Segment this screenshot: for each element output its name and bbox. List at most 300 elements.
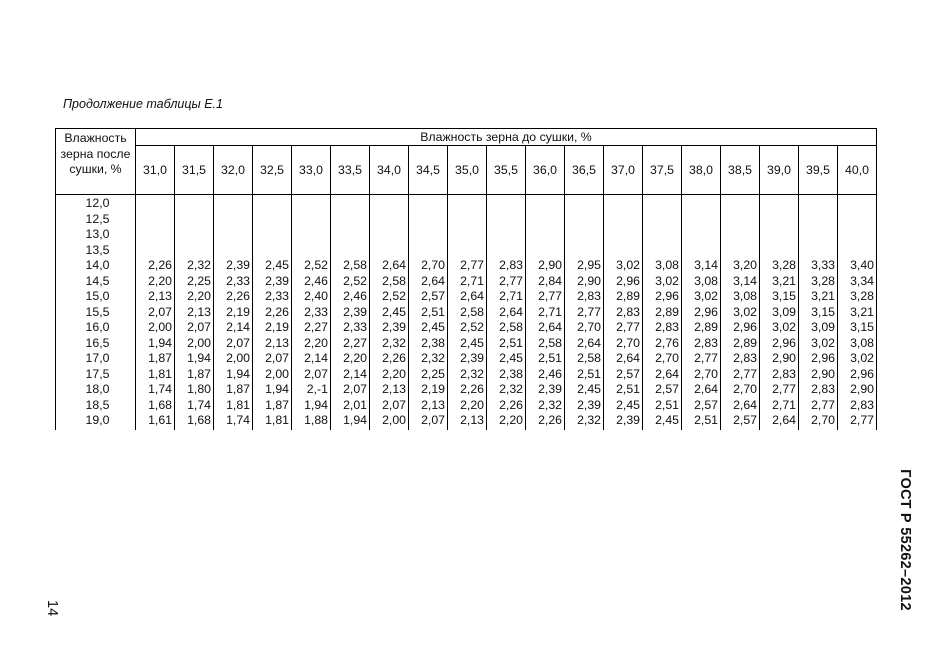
column-header: 31,5 xyxy=(175,146,214,195)
column-header: 36,0 xyxy=(526,146,565,195)
table-cell xyxy=(175,195,214,212)
column-header: 33,0 xyxy=(292,146,331,195)
table-cell: 2,96 xyxy=(643,289,682,305)
table-cell: 2,07 xyxy=(253,351,292,367)
table-cell: 2,83 xyxy=(721,351,760,367)
table-cell: 2,39 xyxy=(253,274,292,290)
table-cell: 2,58 xyxy=(331,258,370,274)
table-cell: 3,21 xyxy=(760,274,799,290)
table-cell xyxy=(565,227,604,243)
table-row xyxy=(56,367,877,383)
table-cell: 2,77 xyxy=(760,382,799,398)
table-cell: 3,09 xyxy=(760,305,799,321)
column-header: 36,5 xyxy=(565,146,604,195)
table-cell: 2,90 xyxy=(526,258,565,274)
table-cell xyxy=(838,212,877,228)
table-cell xyxy=(487,227,526,243)
row-label: 17,0 xyxy=(56,351,136,367)
table-cell: 1,94 xyxy=(136,336,175,352)
table-cell: 2,27 xyxy=(331,336,370,352)
table-cell xyxy=(565,212,604,228)
table-cell: 2,57 xyxy=(604,367,643,383)
row-label: 14,0 xyxy=(56,258,136,274)
column-header: 38,5 xyxy=(721,146,760,195)
table-cell: 2,77 xyxy=(682,351,721,367)
table-cell xyxy=(526,227,565,243)
table-cell: 2,52 xyxy=(448,320,487,336)
table-cell: 2,26 xyxy=(253,305,292,321)
row-label: 12,5 xyxy=(56,212,136,228)
table-cell xyxy=(370,195,409,212)
table-cell xyxy=(838,243,877,259)
table-row xyxy=(56,227,877,243)
table-cell xyxy=(838,227,877,243)
table-cell xyxy=(331,212,370,228)
table-cell: 3,40 xyxy=(838,258,877,274)
table-cell: 2,64 xyxy=(721,398,760,414)
table-cell xyxy=(331,195,370,212)
table-cell xyxy=(799,195,838,212)
drying-table xyxy=(55,128,877,430)
table-cell xyxy=(643,227,682,243)
row-label: 16,0 xyxy=(56,320,136,336)
table-cell: 2,14 xyxy=(214,320,253,336)
table-row xyxy=(56,351,877,367)
column-header: 34,0 xyxy=(370,146,409,195)
table-cell: 2,20 xyxy=(331,351,370,367)
table-cell xyxy=(799,227,838,243)
table-cell: 2,90 xyxy=(760,351,799,367)
column-header: 37,0 xyxy=(604,146,643,195)
table-cell: 2,13 xyxy=(370,382,409,398)
table-cell xyxy=(292,227,331,243)
table-cell xyxy=(838,195,877,212)
table-cell xyxy=(721,243,760,259)
table-cell xyxy=(526,243,565,259)
table-cell xyxy=(370,227,409,243)
row-label: 19,0 xyxy=(56,413,136,430)
table-row xyxy=(56,289,877,305)
table-cell xyxy=(409,243,448,259)
table-cell: 2,00 xyxy=(253,367,292,383)
table-cell: 2,51 xyxy=(604,382,643,398)
table-cell: 3,20 xyxy=(721,258,760,274)
table-cell xyxy=(721,227,760,243)
table-cell xyxy=(214,212,253,228)
table-cell: 2,07 xyxy=(214,336,253,352)
table-cell: 3,02 xyxy=(604,258,643,274)
table-cell: 2,51 xyxy=(526,351,565,367)
table-cell xyxy=(643,243,682,259)
table-cell xyxy=(253,212,292,228)
column-header: 35,0 xyxy=(448,146,487,195)
table-cell xyxy=(214,243,253,259)
table-row xyxy=(56,413,877,430)
table-cell: 2,20 xyxy=(487,413,526,430)
table-cell: 2,39 xyxy=(214,258,253,274)
table-cell: 3,28 xyxy=(760,258,799,274)
table-cell xyxy=(604,195,643,212)
table-cell: 2,77 xyxy=(604,320,643,336)
column-header: 40,0 xyxy=(838,146,877,195)
table-cell xyxy=(487,195,526,212)
row-label: 15,0 xyxy=(56,289,136,305)
table-cell: 2,26 xyxy=(214,289,253,305)
table-cell: 2,84 xyxy=(526,274,565,290)
table-cell: 2,33 xyxy=(331,320,370,336)
column-header: 37,5 xyxy=(643,146,682,195)
table-cell: 1,87 xyxy=(175,367,214,383)
table-cell: 2,46 xyxy=(526,367,565,383)
column-header: 34,5 xyxy=(409,146,448,195)
table-cell: 2,64 xyxy=(526,320,565,336)
table-cell: 2,77 xyxy=(799,398,838,414)
table-cell: 2,83 xyxy=(604,305,643,321)
table-cell xyxy=(292,243,331,259)
table-cell: 3,14 xyxy=(721,274,760,290)
table-row xyxy=(56,274,877,290)
header-row-columns xyxy=(56,146,877,195)
table-cell: 2,58 xyxy=(370,274,409,290)
table-cell: 2,89 xyxy=(604,289,643,305)
table-cell: 2,64 xyxy=(682,382,721,398)
table-cell: 2,90 xyxy=(838,382,877,398)
row-label: 13,0 xyxy=(56,227,136,243)
table-cell: 2,20 xyxy=(370,367,409,383)
table-cell: 1,94 xyxy=(175,351,214,367)
table-cell xyxy=(682,195,721,212)
table-cell: 3,02 xyxy=(643,274,682,290)
table-cell: 1,74 xyxy=(136,382,175,398)
table-cell: 2,27 xyxy=(292,320,331,336)
table-cell: 2,13 xyxy=(175,305,214,321)
table-cell: 1,81 xyxy=(214,398,253,414)
table-cell: 3,08 xyxy=(682,274,721,290)
table-cell: 2,46 xyxy=(292,274,331,290)
table-cell: 1,74 xyxy=(175,398,214,414)
table-cell: 2,51 xyxy=(643,398,682,414)
table-cell: 2,13 xyxy=(448,413,487,430)
table-cell xyxy=(370,243,409,259)
table-cell: 2,83 xyxy=(838,398,877,414)
table-cell: 2,26 xyxy=(487,398,526,414)
table-cell: 2,89 xyxy=(682,320,721,336)
table-cell: 3,21 xyxy=(838,305,877,321)
table-cell xyxy=(604,243,643,259)
table-cell: 2,96 xyxy=(799,351,838,367)
table-cell: 2,64 xyxy=(604,351,643,367)
table-cell: 2,20 xyxy=(448,398,487,414)
column-header: 33,5 xyxy=(331,146,370,195)
table-cell xyxy=(448,212,487,228)
table-cell: 3,09 xyxy=(799,320,838,336)
table-cell: 2,20 xyxy=(136,274,175,290)
table-cell xyxy=(487,243,526,259)
table-cell: 2,70 xyxy=(565,320,604,336)
table-cell xyxy=(175,212,214,228)
table-row xyxy=(56,320,877,336)
table-cell: 2,13 xyxy=(136,289,175,305)
table-header xyxy=(56,129,877,195)
table-cell xyxy=(292,212,331,228)
column-header: 31,0 xyxy=(136,146,175,195)
table-cell: 1,68 xyxy=(136,398,175,414)
table-cell xyxy=(370,212,409,228)
table-cell: 2,45 xyxy=(409,320,448,336)
table-cell xyxy=(565,195,604,212)
table-cell xyxy=(604,212,643,228)
table-cell xyxy=(565,243,604,259)
table-cell: 1,74 xyxy=(214,413,253,430)
table-cell xyxy=(760,243,799,259)
table-cell: 2,39 xyxy=(565,398,604,414)
table-cell: 2,51 xyxy=(682,413,721,430)
table-cell: 2,64 xyxy=(409,274,448,290)
table-cell xyxy=(331,243,370,259)
table-row xyxy=(56,195,877,212)
table-cell: 2,64 xyxy=(565,336,604,352)
table-cell: 3,08 xyxy=(721,289,760,305)
table-cell: 2,83 xyxy=(799,382,838,398)
table-cell: 2,89 xyxy=(721,336,760,352)
table-cell: 2,96 xyxy=(838,367,877,383)
table-cell: 2,32 xyxy=(526,398,565,414)
table-cell: 3,14 xyxy=(682,258,721,274)
table-cell: 2,83 xyxy=(643,320,682,336)
table-cell: 2,19 xyxy=(253,320,292,336)
column-group-header: Влажность зерна до сушки, % xyxy=(136,129,877,146)
table-cell xyxy=(253,195,292,212)
table-cell: 2,00 xyxy=(175,336,214,352)
table-cell xyxy=(643,195,682,212)
table-cell: 2,58 xyxy=(448,305,487,321)
row-label: 17,5 xyxy=(56,367,136,383)
table-cell: 2,71 xyxy=(526,305,565,321)
table-cell xyxy=(682,227,721,243)
table-cell: 2,40 xyxy=(292,289,331,305)
table-cell: 2,07 xyxy=(409,413,448,430)
table-cell: 2,45 xyxy=(604,398,643,414)
table-cell: 2,52 xyxy=(292,258,331,274)
table-cell: 1,68 xyxy=(175,413,214,430)
column-header: 38,0 xyxy=(682,146,721,195)
table-body xyxy=(56,195,877,430)
table-cell: 1,94 xyxy=(253,382,292,398)
table-cell: 2,46 xyxy=(331,289,370,305)
column-header: 39,5 xyxy=(799,146,838,195)
table-cell xyxy=(136,227,175,243)
table-cell: 2,00 xyxy=(214,351,253,367)
table-cell: 2,32 xyxy=(409,351,448,367)
table-cell: 1,61 xyxy=(136,413,175,430)
table-cell: 2,26 xyxy=(136,258,175,274)
table-cell: 2,58 xyxy=(565,351,604,367)
header-row-group xyxy=(56,129,877,146)
table-cell xyxy=(760,227,799,243)
row-label: 13,5 xyxy=(56,243,136,259)
table-cell: 2,51 xyxy=(565,367,604,383)
table-cell xyxy=(721,195,760,212)
table-cell: 2,00 xyxy=(136,320,175,336)
table-cell xyxy=(253,243,292,259)
table-cell: 1,94 xyxy=(292,398,331,414)
table-row xyxy=(56,258,877,274)
table-cell: 3,15 xyxy=(838,320,877,336)
table-cell: 2,45 xyxy=(643,413,682,430)
table-cell: 2,39 xyxy=(331,305,370,321)
table-cell: 2,32 xyxy=(448,367,487,383)
table-cell: 2,14 xyxy=(331,367,370,383)
row-header-cell: Влажность зерна после сушки, % xyxy=(56,129,136,195)
table-cell: 2,07 xyxy=(292,367,331,383)
table-cell: 3,02 xyxy=(721,305,760,321)
table-cell: 2,14 xyxy=(292,351,331,367)
table-cell: 2,51 xyxy=(487,336,526,352)
table-cell: 2,57 xyxy=(682,398,721,414)
table-cell: 2,45 xyxy=(253,258,292,274)
table-cell xyxy=(136,243,175,259)
table-cell xyxy=(487,212,526,228)
table-cell xyxy=(214,227,253,243)
table-cell: 2,76 xyxy=(643,336,682,352)
row-label: 14,5 xyxy=(56,274,136,290)
table-cell: 3,02 xyxy=(799,336,838,352)
table-cell: 2,96 xyxy=(721,320,760,336)
row-label: 18,5 xyxy=(56,398,136,414)
standard-code: ГОСТ Р 55262–2012 xyxy=(897,469,913,611)
table-row xyxy=(56,243,877,259)
table-cell: 2,01 xyxy=(331,398,370,414)
table-cell: 2,13 xyxy=(253,336,292,352)
table-cell: 3,15 xyxy=(760,289,799,305)
table-cell: 1,87 xyxy=(136,351,175,367)
table-cell: 2,77 xyxy=(721,367,760,383)
table-row xyxy=(56,382,877,398)
table-cell: 2,52 xyxy=(331,274,370,290)
table-cell: 2,20 xyxy=(292,336,331,352)
table-cell xyxy=(526,195,565,212)
table-cell: 2,83 xyxy=(682,336,721,352)
table-cell: 2,07 xyxy=(136,305,175,321)
table-cell xyxy=(409,212,448,228)
page-number: 14 xyxy=(44,600,60,617)
table-cell: 1,88 xyxy=(292,413,331,430)
table-cell: 2,77 xyxy=(448,258,487,274)
table-cell: 2,70 xyxy=(643,351,682,367)
table-cell: 2,96 xyxy=(682,305,721,321)
table-cell: 2,89 xyxy=(643,305,682,321)
table-cell: 3,21 xyxy=(799,289,838,305)
table-cell xyxy=(409,195,448,212)
table-cell: 2,57 xyxy=(643,382,682,398)
table-cell xyxy=(409,227,448,243)
table-cell: 2,32 xyxy=(175,258,214,274)
table-cell: 2,83 xyxy=(487,258,526,274)
table-cell: 2,07 xyxy=(175,320,214,336)
table-cell xyxy=(448,227,487,243)
table-cell: 2,83 xyxy=(565,289,604,305)
table-cell: 2,57 xyxy=(721,413,760,430)
table-cell: 2,57 xyxy=(409,289,448,305)
table-cell: 2,33 xyxy=(214,274,253,290)
table-cell: 3,28 xyxy=(799,274,838,290)
table-cell: 2,77 xyxy=(487,274,526,290)
table-cell: 3,02 xyxy=(682,289,721,305)
table-cell: 2,32 xyxy=(565,413,604,430)
table-cell xyxy=(682,212,721,228)
table-cell: 1,81 xyxy=(253,413,292,430)
table-cell xyxy=(799,243,838,259)
table-cell xyxy=(760,212,799,228)
table-cell: 2,77 xyxy=(526,289,565,305)
table-cell: 3,34 xyxy=(838,274,877,290)
table-cell: 1,87 xyxy=(214,382,253,398)
table-cell: 2,33 xyxy=(253,289,292,305)
table-cell: 2,00 xyxy=(370,413,409,430)
table-cell: 2,90 xyxy=(565,274,604,290)
table-cell xyxy=(214,195,253,212)
table-cell xyxy=(643,212,682,228)
table-cell: 2,32 xyxy=(370,336,409,352)
table-cell xyxy=(682,243,721,259)
table-cell: 2,58 xyxy=(526,336,565,352)
table-cell: 2,70 xyxy=(604,336,643,352)
row-label: 18,0 xyxy=(56,382,136,398)
table-cell: 2,96 xyxy=(760,336,799,352)
table-cell: 2,70 xyxy=(409,258,448,274)
table-cell: 2,96 xyxy=(604,274,643,290)
table-cell: 2,25 xyxy=(409,367,448,383)
row-label: 12,0 xyxy=(56,195,136,212)
table-cell xyxy=(604,227,643,243)
table-cell xyxy=(448,243,487,259)
table-row xyxy=(56,305,877,321)
table-cell: 2,45 xyxy=(565,382,604,398)
table-cell xyxy=(331,227,370,243)
table-cell: 2,77 xyxy=(565,305,604,321)
table-cell: 1,87 xyxy=(253,398,292,414)
table-cell: 2,39 xyxy=(526,382,565,398)
table-cell xyxy=(253,227,292,243)
table-cell: 1,94 xyxy=(331,413,370,430)
table-cell: 2,58 xyxy=(487,320,526,336)
column-header: 32,5 xyxy=(253,146,292,195)
table-cell: 2,45 xyxy=(370,305,409,321)
table-cell: 2,71 xyxy=(760,398,799,414)
table-cell: 2,26 xyxy=(370,351,409,367)
table-cell xyxy=(175,243,214,259)
table-cell: 2,26 xyxy=(526,413,565,430)
table-cell: 3,02 xyxy=(838,351,877,367)
table-cell: 2,38 xyxy=(409,336,448,352)
table-cell: 2,64 xyxy=(370,258,409,274)
table-cell xyxy=(292,195,331,212)
table-cell xyxy=(136,195,175,212)
table-cell: 3,08 xyxy=(643,258,682,274)
table-cell: 3,28 xyxy=(838,289,877,305)
table-cell: 2,70 xyxy=(721,382,760,398)
table-cell: 2,83 xyxy=(760,367,799,383)
table-cell: 2,39 xyxy=(604,413,643,430)
table-cell xyxy=(799,212,838,228)
table-cell: 2,64 xyxy=(643,367,682,383)
table-cell: 2,39 xyxy=(448,351,487,367)
table-cell: 2,33 xyxy=(292,305,331,321)
column-header: 35,5 xyxy=(487,146,526,195)
table-cell xyxy=(721,212,760,228)
table-cell: 2,70 xyxy=(799,413,838,430)
table-cell: 3,02 xyxy=(760,320,799,336)
